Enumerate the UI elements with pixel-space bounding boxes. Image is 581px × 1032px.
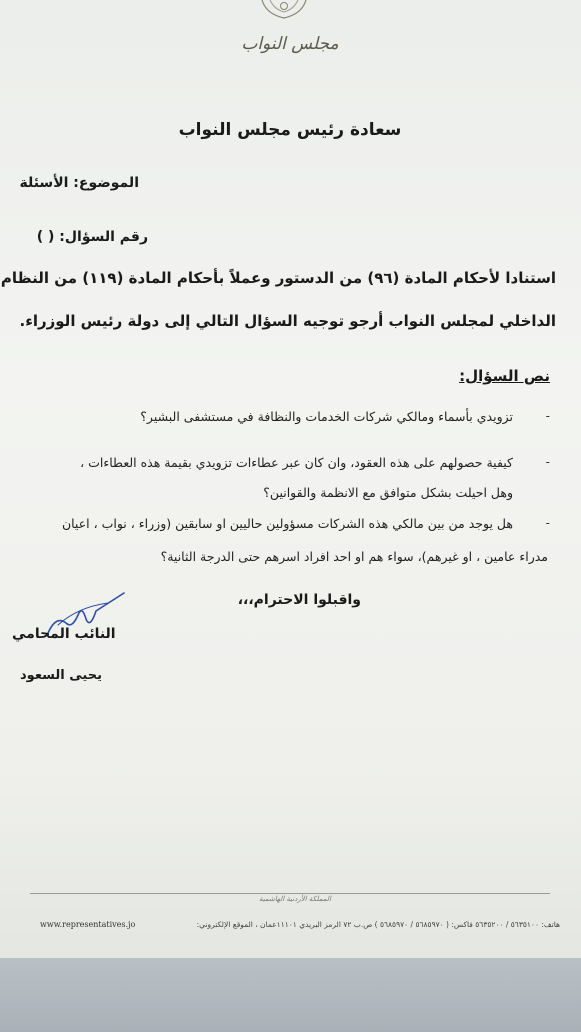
list-bullet: - [545,516,550,530]
question-item-3-continued: مدراء عامين ، او غيرهم)، سواء هم او احد افراد اسرهم حتى الدرجة الثانية؟ [160,549,548,564]
signatory-name: يحيى السعود [20,668,102,683]
question-item-2-continued: وهل احيلت بشكل متوافق مع الانظمة والقوانين؟ [263,485,513,500]
footer-divider [30,893,550,894]
intro-line-1: استنادا لأحكام المادة (٩٦) من الدستور وعملاً بأحكام المادة (١١٩) من النظام [0,269,556,287]
footer-contact-info: هاتف: ٥٦٣٥١٠٠ / ٥٦٣٥٢٠٠ فاكس: ( ٥٦٨٥٩٧٠ / ٥٦٨٥٩٧٠ ) ص.ب ٧٢ الرمز البريدي ١١١٠١عمان ، الموقع الإلكتروني: [196,920,560,929]
subject-line: الموضوع: الأسئلة [19,175,139,191]
list-bullet: - [545,409,550,423]
intro-line-2: الداخلي لمجلس النواب أرجو توجيه السؤال التالي إلى دولة رئيس الوزراء. [19,312,556,330]
signatory-title: النائب المحامي [12,626,116,642]
question-heading: نص السؤال: [459,367,550,385]
letterhead-title: مجلس النواب [241,34,339,54]
closing-salutation: واقبلوا الاحترام،،، [237,592,361,608]
addressee: سعادة رئيس مجلس النواب [178,120,402,140]
list-bullet: - [545,455,550,469]
footer-seal: المملكة الأردنية الهاشمية [258,895,332,903]
background-surface [0,958,581,1032]
question-item-3: هل يوجد من بين مالكي هذه الشركات مسؤولين حاليين او سابقين (وزراء ، نواب ، اعيان [61,516,513,531]
question-number: رقم السؤال: ( ) [36,229,148,245]
footer-website-link[interactable]: www.representatives.jo [40,920,136,929]
coat-of-arms-emblem [256,0,312,22]
question-item-2: كيفية حصولهم على هذه العقود، وان كان عبر عطاءات تزويدي بقيمة هذه العطاءات ، [80,455,513,470]
question-item-1: تزويدي بأسماء ومالكي شركات الخدمات والنظافة في مستشفى البشير؟ [140,409,513,424]
